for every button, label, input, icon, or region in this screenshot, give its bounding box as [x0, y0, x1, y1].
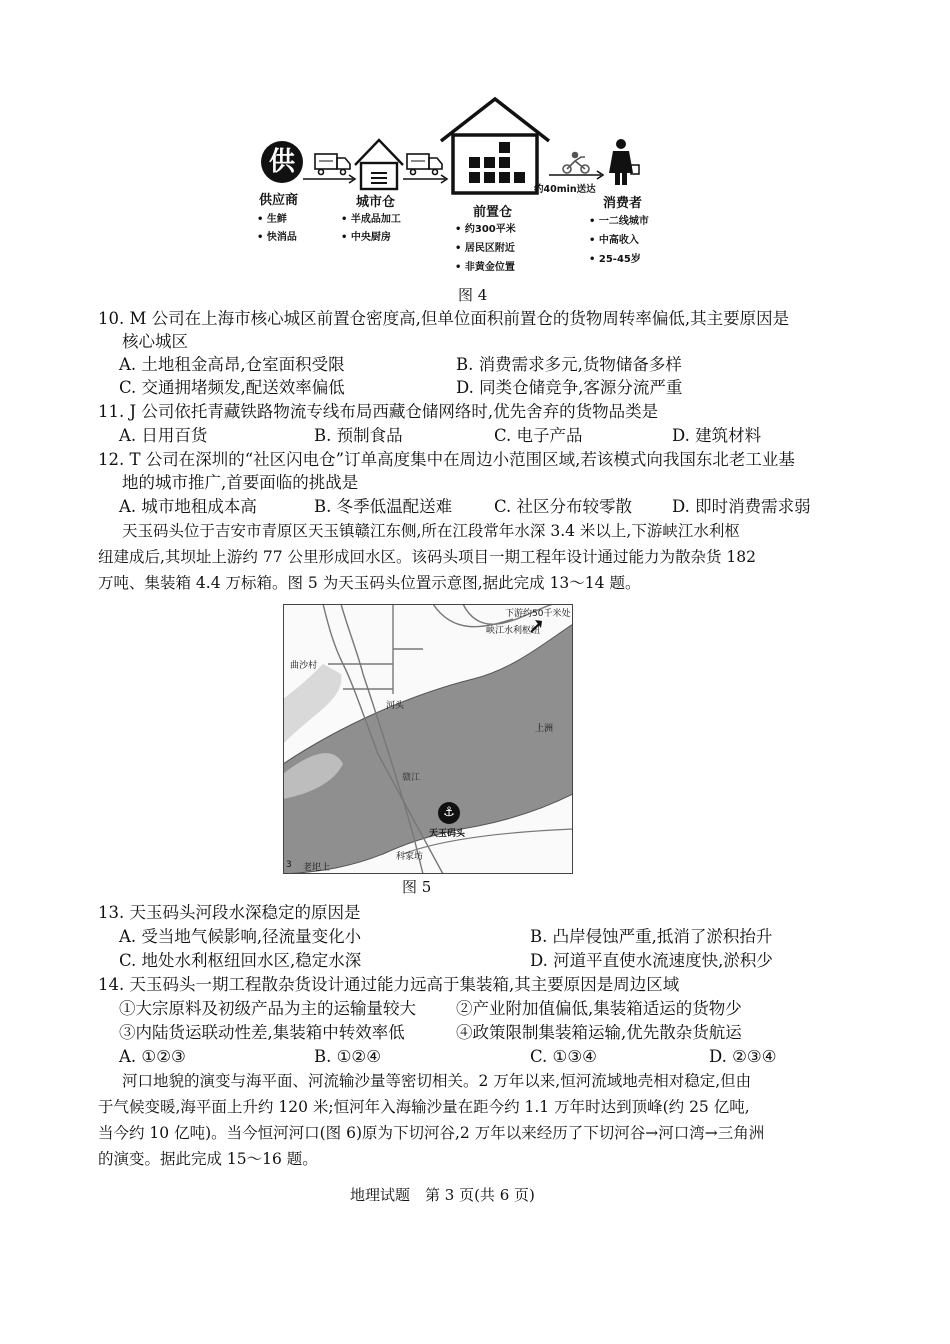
truck-icon — [407, 154, 442, 175]
q14-option-a: A. ①②③ — [119, 1047, 186, 1066]
front-warehouse-item: • 约300平米 — [455, 224, 516, 235]
q11-option-b: B. 预制食品 — [314, 426, 403, 445]
q14-stem: 14. 天玉码头一期工程散杂货设计通过能力远高于集装箱,其主要原因是周边区域 — [98, 975, 680, 994]
q11-option-d: D. 建筑材料 — [672, 426, 762, 445]
map-label-qusha: 曲沙村 — [290, 661, 318, 671]
front-warehouse-item: • 非黄金位置 — [455, 262, 515, 273]
q14-statement: ③内陆货运联动性差,集装箱中转效率低 — [119, 1023, 405, 1042]
q14-statement: ①大宗原料及初级产品为主的运输量较大 — [119, 999, 416, 1018]
front-warehouse-label: 前置仓 — [473, 205, 513, 220]
map-label-downstream: 下游约50千米处 — [505, 609, 571, 619]
city-warehouse-item: • 半成品加工 — [341, 214, 401, 225]
map-label-ganjiang: 赣江 — [402, 773, 421, 783]
map-label-laoyangshang: 老圯上 — [303, 863, 331, 873]
q12-option-d: D. 即时消费需求弱 — [672, 497, 811, 516]
passage-1-line: 万吨、集装箱 4.4 万标箱。图 5 为天玉码头位置示意图,据此完成 13～14 题。 — [98, 574, 641, 592]
person-icon — [609, 139, 639, 185]
supplier-label: 供应商 — [259, 193, 299, 208]
passage-1-line: 纽建成后,其坝址上游约 77 公里形成回水区。该码头项目一期工程年设计通过能力为散杂货 182 — [98, 548, 757, 566]
passage-2-line: 于气候变暖,海平面上升约 120 米;恒河年入海输沙量在距今约 1.1 万年时达到顶峰(约 25 亿吨, — [98, 1098, 750, 1116]
supplier-item: • 生鲜 — [257, 214, 287, 225]
page-footer: 地理试题 第 3 页(共 6 页) — [350, 1186, 535, 1204]
map-label-edge: 3 — [286, 860, 292, 870]
q14-statement: ④政策限制集装箱运输,优先散杂货航运 — [456, 1023, 742, 1042]
warehouse-icon — [355, 140, 403, 189]
passage-2-line: 的演变。据此完成 15～16 题。 — [98, 1150, 318, 1168]
anchor-icon: ⚓ — [443, 805, 455, 820]
consumer-label: 消费者 — [603, 196, 643, 211]
q12-stem: 12. T 公司在深圳的“社区闪电仓”订单高度集中在周边小范围区域,若该模式向我国东北老工业基 — [98, 450, 795, 469]
q14-statement: ②产业附加值偏低,集装箱适运的货物少 — [456, 999, 742, 1018]
q13-stem: 13. 天玉码头河段水深稳定的原因是 — [98, 903, 361, 922]
q10-option-c: C. 交通拥堵频发,配送效率偏低 — [119, 378, 345, 397]
q11-stem: 11. J 公司依托青藏铁路物流专线布局西藏仓储网络时,优先舍弃的货物品类是 — [98, 402, 659, 421]
q10-option-d: D. 同类仓储竞争,客源分流严重 — [456, 378, 683, 397]
q12-stem-cont: 地的城市推广,首要面临的挑战是 — [122, 473, 359, 492]
q10-option-a: A. 土地租金高昂,仓室面积受限 — [119, 355, 345, 374]
q12-option-b: B. 冬季低温配送难 — [314, 497, 453, 516]
map-label-kejiafang: 科家坊 — [396, 852, 424, 862]
q12-option-c: C. 社区分布较零散 — [494, 497, 633, 516]
q12-option-a: A. 城市地租成本高 — [119, 497, 257, 516]
map-drawing — [283, 604, 573, 874]
q13-option-c: C. 地处水利枢纽回水区,稳定水深 — [119, 951, 362, 970]
map-label-hetou: 河头 — [386, 701, 405, 711]
q11-option-c: C. 电子产品 — [494, 426, 583, 445]
q14-option-b: B. ①②④ — [314, 1047, 381, 1066]
consumer-item: • 25-45岁 — [589, 254, 641, 265]
figure-5-caption: 图 5 — [402, 878, 432, 896]
passage-2-line: 河口地貌的演变与海平面、河流输沙量等密切相关。2 万年以来,恒河流域地壳相对稳定,但由 — [122, 1072, 752, 1090]
consumer-item: • 中高收入 — [589, 235, 639, 246]
figure-5-map — [283, 604, 573, 874]
q13-option-b: B. 凸岸侵蚀严重,抵消了淤积抬升 — [530, 927, 773, 946]
q14-option-c: C. ①③④ — [530, 1047, 597, 1066]
q10-stem: 10. M 公司在上海市核心城区前置仓密度高,但单位面积前置仓的货物周转率偏低,其主要原因是 — [98, 309, 790, 328]
motorcycle-icon — [563, 153, 589, 174]
supplier-item: • 快消品 — [257, 232, 297, 243]
q10-stem-cont: 核心城区 — [122, 332, 188, 351]
map-label-shangzhou: 上洲 — [535, 724, 554, 734]
city-warehouse-item: • 中央厨房 — [341, 232, 391, 243]
supplier-icon: 供 — [268, 147, 295, 177]
q13-option-a: A. 受当地气候影响,径流量变化小 — [119, 927, 362, 946]
q10-option-b: B. 消费需求多元,货物储备多样 — [456, 355, 682, 374]
front-warehouse-item: • 居民区附近 — [455, 243, 515, 254]
passage-1-line: 天玉码头位于吉安市青原区天玉镇赣江东侧,所在江段常年水深 3.4 米以上,下游峡江水利枢 — [122, 522, 740, 540]
map-label-wharf: 天玉码头 — [429, 829, 466, 839]
figure-4 — [255, 95, 705, 285]
map-label-dam: 峡江水利枢纽 — [486, 626, 541, 636]
q11-option-a: A. 日用百货 — [119, 426, 208, 445]
q14-option-d: D. ②③④ — [709, 1047, 777, 1066]
q13-option-d: D. 河道平直使水流速度快,淤积少 — [530, 951, 773, 970]
consumer-item: • 一二线城市 — [589, 216, 649, 227]
city-warehouse-label: 城市仓 — [356, 195, 396, 210]
figure-4-caption: 图 4 — [458, 286, 488, 304]
passage-2-line: 当今约 10 亿吨)。当今恒河河口(图 6)原为下切河谷,2 万年以来经历了下切河谷→河口湾→三角洲 — [98, 1124, 765, 1142]
delivery-label: 约40min送达 — [534, 184, 596, 195]
truck-icon — [315, 154, 350, 175]
